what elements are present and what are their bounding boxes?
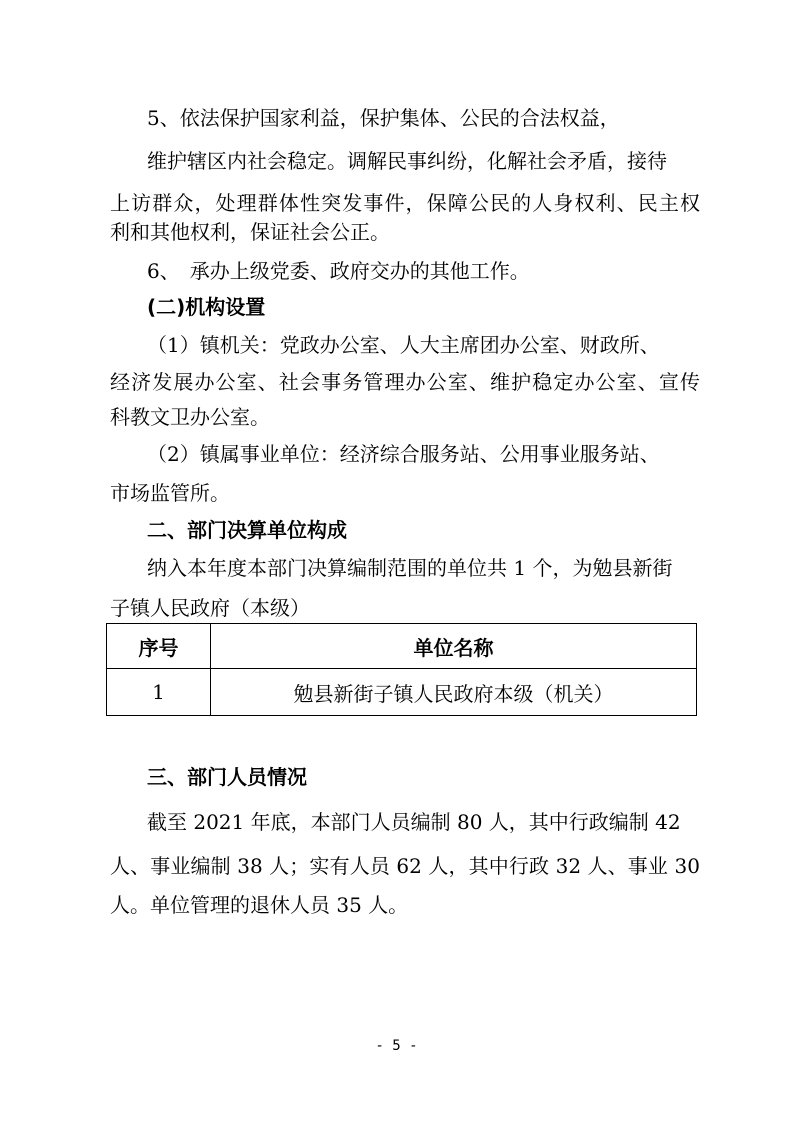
paragraph-line: 人。单位管理的退休人员 35 人。: [110, 893, 409, 917]
paragraph-line: 科教文卫办公室。: [110, 405, 270, 429]
table-header-row: [107, 624, 697, 669]
table-row: [107, 669, 697, 716]
paragraph-line: 维护辖区内社会稳定。调解民事纠纷，化解社会矛盾，接待: [147, 149, 667, 173]
section-heading-units: 二、部门决算单位构成: [147, 518, 347, 542]
section-heading-org-structure: (二)机构设置: [147, 295, 266, 319]
paragraph-line: （2）镇属事业单位：经济综合服务站、公用事业服务站、: [147, 442, 660, 466]
paragraph-line: 6、 承办上级党委、政府交办的其他工作。: [147, 259, 530, 283]
paragraph-line: 5、依法保护国家利益，保护集体、公民的合法权益，: [147, 106, 620, 130]
paragraph-line: 子镇人民政府（本级）: [110, 596, 310, 620]
paragraph-line: 上访群众，处理群体性突发事件，保障公民的人身权利、民主权: [110, 191, 700, 215]
cell-unit-name: 勉县新街子镇人民政府本级（机关）: [211, 669, 697, 716]
paragraph-line: 利和其他权利，保证社会公正。: [110, 220, 390, 244]
paragraph-line: 截至 2021 年底，本部门人员编制 80 人，其中行政编制 42: [147, 810, 681, 834]
page-number: - 5 -: [375, 1038, 418, 1054]
paragraph-line: 纳入本年度本部门决算编制范围的单位共 1 个，为勉县新街: [147, 556, 673, 580]
paragraph-line: 经济发展办公室、社会事务管理办公室、维护稳定办公室、宣传: [110, 370, 700, 394]
cell-serial: 1: [107, 669, 211, 716]
header-serial: 序号: [107, 624, 211, 669]
paragraph-line: 市场监管所。: [110, 481, 230, 505]
units-table: [106, 623, 697, 716]
paragraph-line: 人、事业编制 38 人；实有人员 62 人，其中行政 32 人、事业 30: [110, 854, 700, 878]
paragraph-line: （1）镇机关：党政办公室、人大主席团办公室、财政所、: [147, 333, 660, 357]
header-unit-name: 单位名称: [211, 624, 697, 669]
section-heading-personnel: 三、部门人员情况: [147, 765, 307, 789]
